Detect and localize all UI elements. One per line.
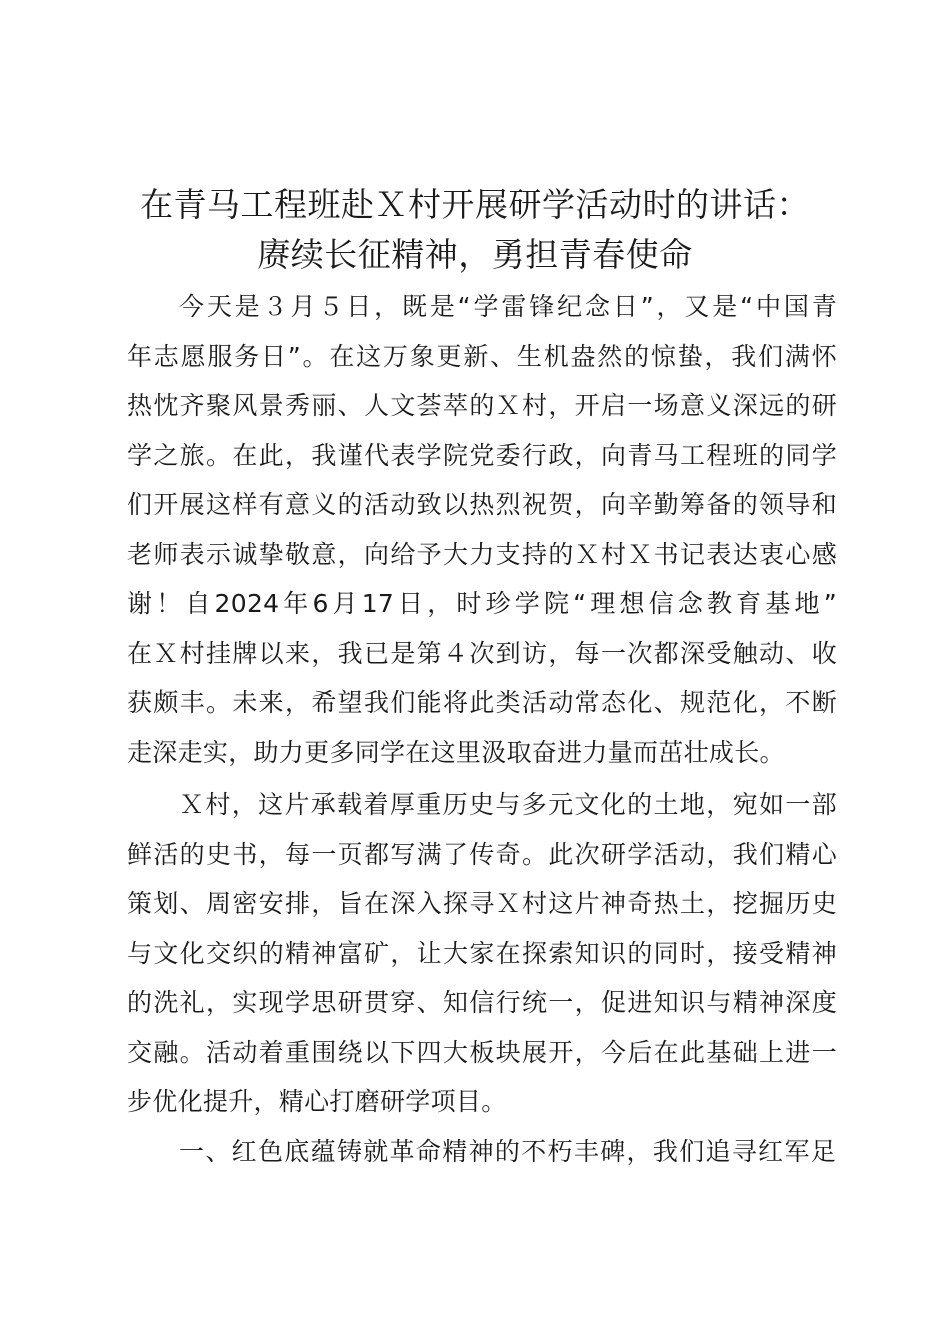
paragraph-line: 学之旅。在此，我谨代表学院党委行政，向青马工程班的同学 xyxy=(127,440,837,470)
document-title-line-1: 在青马工程班赴Ｘ村开展研学活动时的讲话： xyxy=(140,185,810,224)
paragraph-line: 策划、周密安排，旨在深入探寻Ｘ村这片神奇热土，挖掘历史 xyxy=(127,889,837,918)
paragraph-2 xyxy=(127,780,837,1127)
paragraph-line: 的洗礼，实现学思研贯穿、知信行统一，促进知识与精神深度 xyxy=(127,988,837,1017)
paragraph-line: 获颇丰。未来，希望我们能将此类活动常态化、规范化，不断 xyxy=(127,688,837,717)
paragraph-line: 今天是３月５日，既是“学雷锋纪念日”，又是“中国青 xyxy=(179,292,837,321)
section-heading-line: 一、红色底蕴铸就革命精神的不朽丰碑，我们追寻红军足 xyxy=(179,1137,837,1166)
paragraph-line: 鲜活的史书，每一页都写满了传奇。此次研学活动，我们精心 xyxy=(127,839,837,869)
paragraph-line: 在Ｘ村挂牌以来，我已是第４次到访，每一次都深受触动、收 xyxy=(127,638,837,668)
paragraph-line: 交融。活动着重围绕以下四大板块展开，今后在此基础上进一 xyxy=(127,1037,837,1067)
paragraph-line: 走深走实，助力更多同学在这里汲取奋进力量而茁壮成长。 xyxy=(127,737,785,767)
section-heading-1 xyxy=(127,1127,837,1177)
document-title-line-2: 赓续长征精神，勇担青春使命 xyxy=(257,235,693,274)
paragraph-line: 谢！自2024年6月17日，时珍学院“理想信念教育基地” xyxy=(127,589,837,618)
paragraph-line: 热忱齐聚风景秀丽、人文荟萃的Ｘ村，开启一场意义深远的研 xyxy=(127,391,837,420)
paragraph-line: Ｘ村，这片承载着厚重历史与多元文化的土地，宛如一部 xyxy=(179,790,837,819)
paragraph-line: 老师表示诚挚敬意，向给予大力支持的Ｘ村Ｘ书记表达衷心感 xyxy=(127,539,837,569)
paragraph-line: 年志愿服务日”。在这万象更新、生机盎然的惊蛰，我们满怀 xyxy=(127,341,837,371)
paragraph-line: 与文化交织的精神富矿，让大家在探索知识的同时，接受精神 xyxy=(127,938,837,968)
paragraph-line: 步优化提升，精心打磨研学项目。 xyxy=(127,1087,507,1116)
paragraph-1 xyxy=(127,282,837,777)
paragraph-line: 们开展这样有意义的活动致以热烈祝贺，向辛勤筹备的领导和 xyxy=(127,490,837,519)
